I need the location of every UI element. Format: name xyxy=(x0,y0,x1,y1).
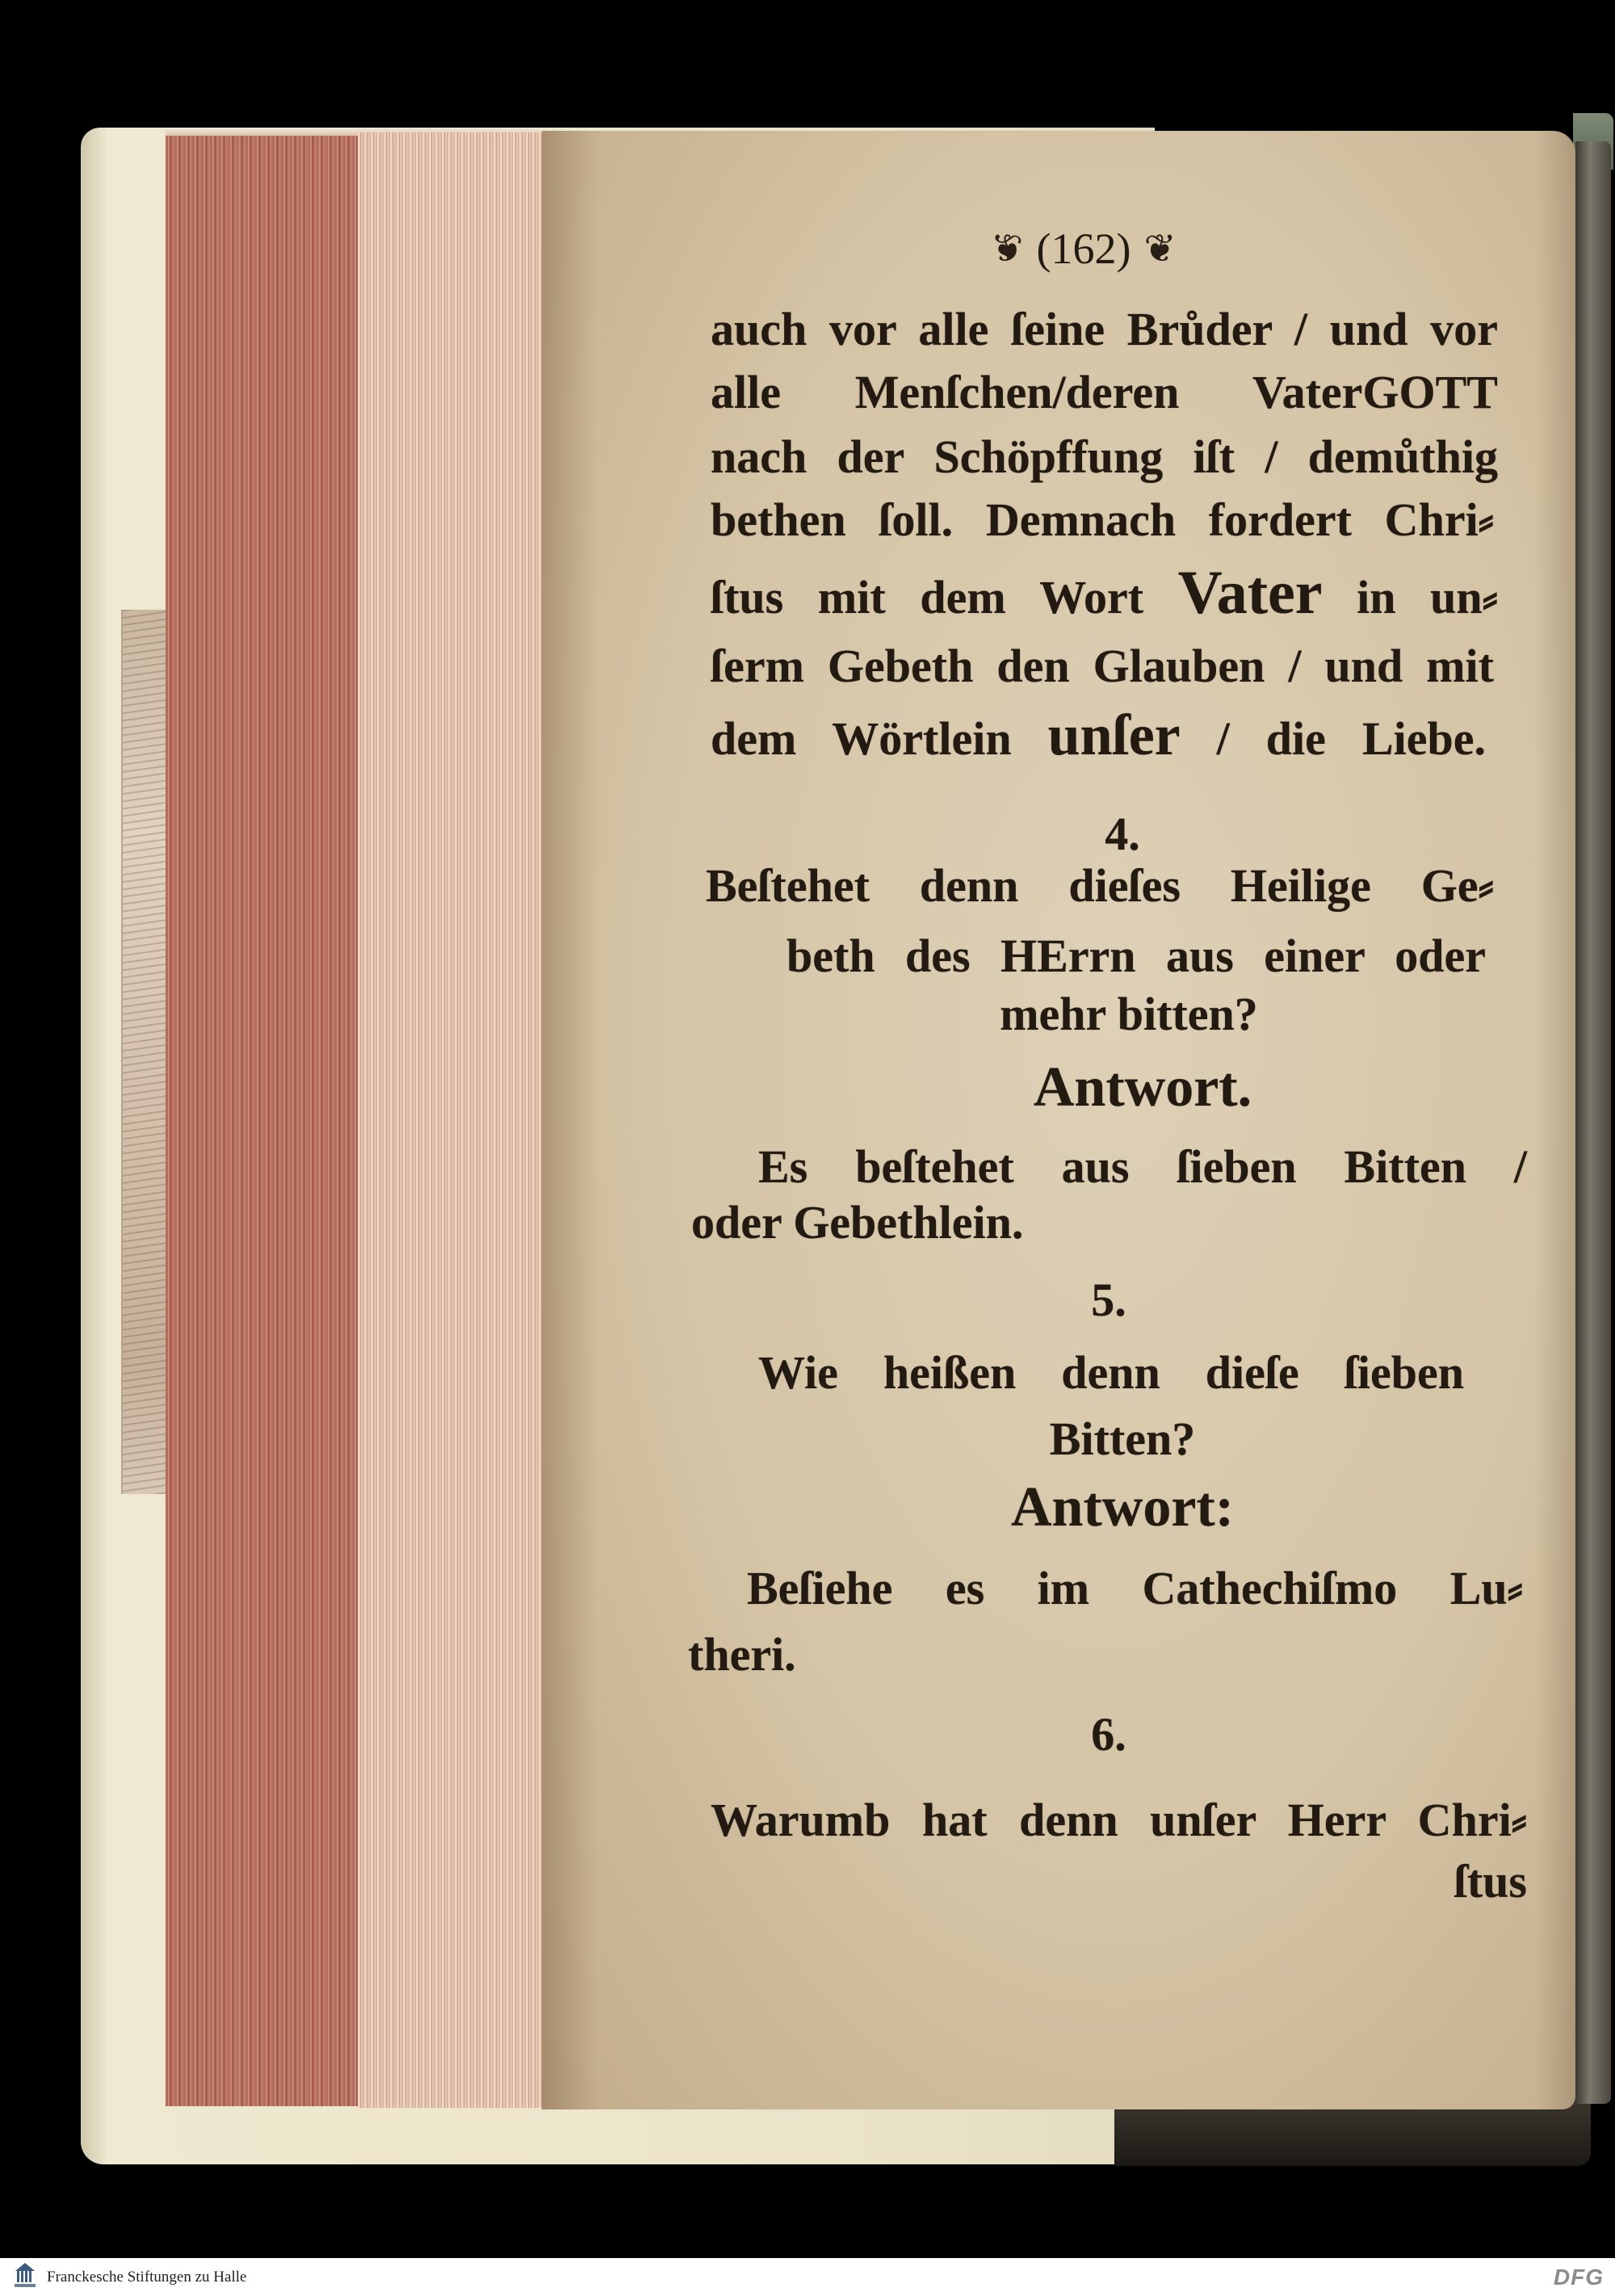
text-segment: / die Liebe. xyxy=(1180,712,1486,765)
footer-bar xyxy=(0,2258,1615,2296)
franckesche-stiftungen-logo-icon xyxy=(13,2263,37,2290)
question-number: 5. xyxy=(1091,1274,1126,1326)
page-number: (162) xyxy=(1036,225,1131,273)
question-line: beth des HErrn aus einer oder xyxy=(787,930,1486,982)
institution-name: Franckesche Stiftungen zu Halle xyxy=(47,2269,247,2286)
text-line xyxy=(711,703,1486,767)
answer-heading: Antwort: xyxy=(1010,1476,1235,1538)
question-line: Wie heißen denn dieſe ſieben xyxy=(758,1346,1464,1399)
question-line: Bitten? xyxy=(1049,1412,1196,1465)
catchword: ſtus xyxy=(1454,1855,1527,1908)
answer-line: Beſiehe es im Cathechiſmo Lu⸗ xyxy=(747,1562,1523,1614)
answer-line: Es beſtehet aus ſieben Bitten / xyxy=(758,1140,1527,1193)
text-line: auch vor alle ſeine Brůder / und vor xyxy=(711,303,1498,355)
emphasis-word: Vater xyxy=(1177,559,1323,627)
question-number: 4. xyxy=(1105,808,1140,860)
question-line: mehr bitten? xyxy=(1000,988,1258,1040)
text-line: alle Menſchen/deren VaterGOTT xyxy=(711,366,1498,418)
emphasis-word: unſer xyxy=(1047,703,1181,767)
book-page xyxy=(542,131,1575,2109)
facing-page-edge xyxy=(1575,141,1611,2104)
text-line: bethen ſoll. Demnach fordert Chri⸗ xyxy=(711,493,1494,546)
page-header xyxy=(841,218,1326,279)
fleuron-ornament-icon xyxy=(1143,226,1176,271)
text-segment: dem Wörtlein xyxy=(711,712,1048,765)
answer-heading: Antwort. xyxy=(1033,1056,1252,1119)
answer-line: theri. xyxy=(688,1628,796,1681)
question-number: 6. xyxy=(1091,1708,1126,1761)
red-speckled-page-edges xyxy=(166,136,358,2106)
fleuron-ornament-icon xyxy=(991,226,1023,271)
question-line: Beſtehet denn dieſes Heilige Ge⸗ xyxy=(706,859,1494,912)
text-line: nach der Schöpffung iſt / demůthig xyxy=(711,430,1498,483)
page-edges xyxy=(358,132,542,2108)
question-line: Warumb hat denn unſer Herr Chri⸗ xyxy=(711,1794,1527,1846)
answer-line: oder Gebethlein. xyxy=(691,1196,1024,1249)
dfg-logo: DFG xyxy=(1553,2265,1604,2290)
text-line: ſerm Gebeth den Glauben / und mit xyxy=(711,640,1494,692)
text-line xyxy=(711,559,1498,627)
text-segment: in un⸗ xyxy=(1322,571,1498,623)
text-segment: ſtus mit dem Wort xyxy=(711,571,1178,623)
